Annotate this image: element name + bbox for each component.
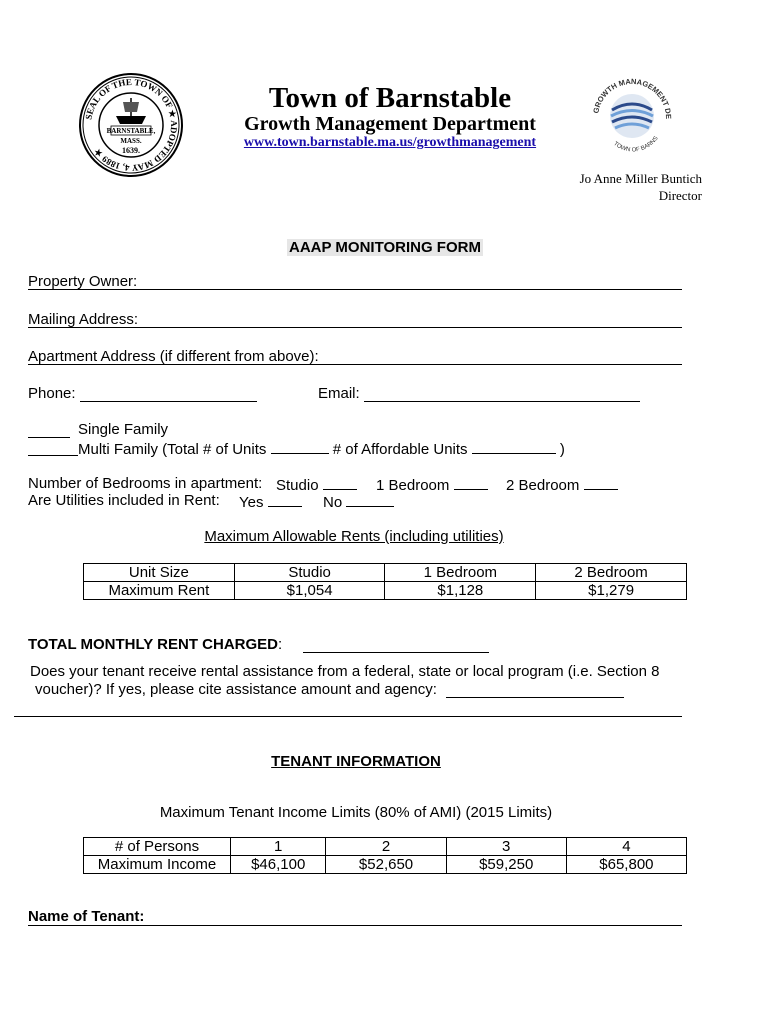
table-cell: 2 (326, 838, 446, 856)
single-family-blank[interactable] (28, 437, 70, 438)
affordable-units-field[interactable] (472, 439, 556, 454)
tenant-name-label: Name of Tenant: (28, 908, 145, 925)
table-cell: $59,250 (446, 856, 566, 874)
tenant-section-title: TENANT INFORMATION (271, 753, 441, 770)
apartment-address-label: Apartment Address (if different from above): (28, 348, 319, 365)
table-cell: $65,800 (566, 856, 686, 874)
email-label: Email: (318, 385, 360, 402)
assistance-question-line2: voucher)? If yes, please cite assistance amount and agency: (35, 681, 437, 698)
director-title: Director (658, 188, 702, 203)
page-title: Town of Barnstable (268, 82, 512, 114)
svg-text:BARNSTABLE,: BARNSTABLE, (106, 127, 156, 135)
form-title-wrap (0, 239, 770, 257)
two-bedroom-label: 2 Bedroom (506, 477, 580, 494)
utilities-yes-field[interactable] (268, 492, 302, 507)
utilities-yes-option (239, 492, 302, 511)
svg-text:TOWN OF BARNSTABLE: TOWN OF BARNS (612, 135, 660, 154)
two-bedroom-field[interactable] (584, 475, 618, 490)
form-title: AAAP MONITORING FORM (289, 239, 481, 256)
assistance-question-line1: Does your tenant receive rental assistance from a federal, state or local program (i.e. Section 8 (30, 663, 660, 680)
table-row (84, 564, 687, 582)
table-cell: 2 Bedroom (536, 564, 687, 582)
studio-field[interactable] (323, 475, 357, 490)
utilities-no-option (323, 492, 394, 511)
one-bedroom-field[interactable] (454, 475, 488, 490)
table-cell: # of Persons (84, 838, 231, 856)
table-cell: 1 (230, 838, 325, 856)
total-rent-colon: : (278, 636, 283, 653)
phone-label: Phone: (28, 385, 76, 402)
table-row (84, 582, 687, 600)
no-label: No (323, 494, 343, 511)
single-family-label: Single Family (78, 421, 169, 438)
department-name: Growth Management Department (244, 113, 536, 135)
table-cell: 4 (566, 838, 686, 856)
multi-family-row (78, 439, 565, 458)
table-cell: Studio (234, 564, 385, 582)
growth-management-logo-icon (586, 68, 678, 160)
table-cell: 3 (446, 838, 566, 856)
growth-management-logo (586, 68, 678, 160)
property-owner-label: Property Owner: (28, 273, 138, 290)
table-cell: Maximum Income (84, 856, 231, 874)
total-rent-row (28, 636, 282, 653)
table-cell: $1,054 (234, 582, 385, 600)
svg-text:GROWTH MANAGEMENT DEPARTMENT: GROWTH MANAGEMENT DE (591, 76, 674, 120)
director-name: Jo Anne Miller Buntich (579, 171, 702, 186)
bedrooms-label: Number of Bedrooms in apartment: (28, 475, 263, 492)
mailing-address-label: Mailing Address: (28, 311, 139, 328)
total-rent-label: TOTAL MONTHLY RENT CHARGED (28, 636, 279, 653)
one-bedroom-label: 1 Bedroom (376, 477, 450, 494)
assistance-field[interactable] (446, 697, 624, 698)
department-website-link[interactable]: www.town.barnstable.ma.us/growthmanagement (243, 135, 537, 150)
table-cell: 1 Bedroom (385, 564, 536, 582)
table-cell: $46,100 (230, 856, 325, 874)
utilities-no-field[interactable] (346, 492, 394, 507)
table-cell: $1,128 (385, 582, 536, 600)
phone-field[interactable] (80, 401, 257, 402)
rents-table (83, 563, 687, 600)
table-row (84, 856, 687, 874)
utilities-label: Are Utilities included in Rent: (28, 492, 220, 509)
close-paren: ) (559, 441, 565, 458)
table-cell: Unit Size (84, 564, 235, 582)
svg-text:1639.: 1639. (122, 146, 140, 155)
table-cell: $1,279 (536, 582, 687, 600)
income-limits-table (83, 837, 687, 874)
table-cell: Maximum Rent (84, 582, 235, 600)
mailing-address-field[interactable] (28, 327, 682, 328)
total-rent-field[interactable] (303, 652, 489, 653)
total-units-field[interactable] (271, 439, 329, 454)
svg-text:MASS.: MASS. (120, 137, 142, 145)
email-field[interactable] (364, 401, 640, 402)
income-limits-caption: Maximum Tenant Income Limits (80% of AMI) (2015 Limits) (159, 804, 553, 821)
multi-family-label: Multi Family (Total # of Units (78, 441, 267, 458)
studio-label: Studio (276, 477, 319, 494)
multi-family-blank[interactable] (28, 455, 78, 456)
two-bedroom-option (506, 475, 618, 494)
table-cell: $52,650 (326, 856, 446, 874)
yes-label: Yes (239, 494, 264, 511)
affordable-units-label: # of Affordable Units (332, 441, 468, 458)
svg-text:SEAL OF THE TOWN OF ★ ADOPTED: SEAL OF THE TOWN OF ★ ADOPTED MAY 4, 1889 ★ (83, 76, 180, 174)
table-row (84, 838, 687, 856)
apartment-address-field[interactable] (28, 364, 682, 365)
property-owner-field[interactable] (28, 289, 682, 290)
rents-caption: Maximum Allowable Rents (including utilities) (204, 528, 504, 545)
tenant-name-field[interactable] (28, 925, 682, 926)
section-divider (14, 716, 682, 717)
